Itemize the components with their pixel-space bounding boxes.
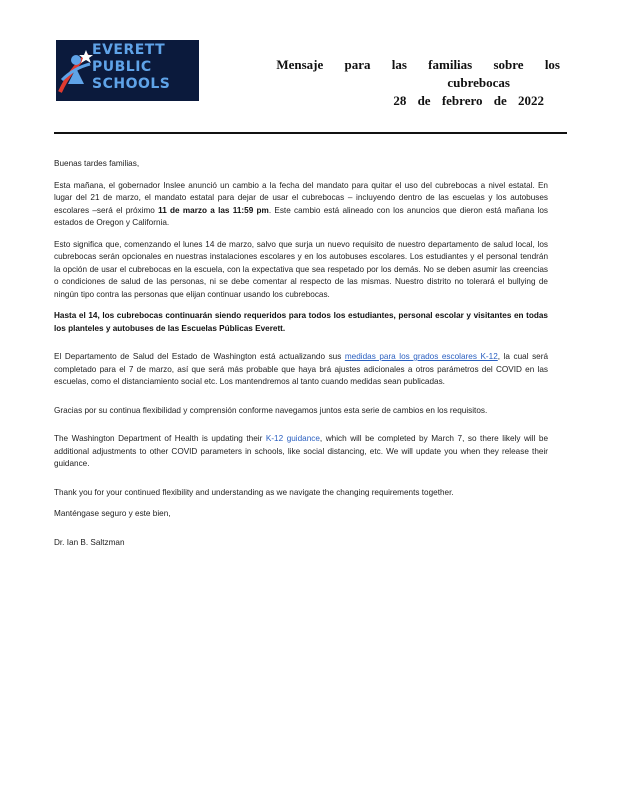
paragraph-text: Esta mañana, el gobernador Inslee anunció un cambio a la fecha del mandato para quitar el uso del cubrebocas a nivel estatal. En lugar del 21 de marzo, el mandato estatal para dejar de usar el cubrebocas – incluyendo dentro de las escuelas y los autobuses escolares –será el próximo	[54, 180, 548, 215]
header-title-cont: cubrebocas	[447, 75, 510, 90]
letter-header	[240, 56, 560, 110]
header-title: Mensaje para las familias sobre los	[276, 57, 560, 72]
paragraph-thanks-es: Gracias por su continua flexibilidad y comprensión conforme navegamos juntos esta serie de cambios en los requisitos.	[54, 405, 488, 415]
paragraph-text: , la cual será completado para el 7 de marzo, así que será más probable que haya brá ajustes adicionales a otros parámetros del COVID en las escuelas, como el distanciamiento social etc. Los mantendremos al tanto cuando medidas sean publicadas.	[54, 352, 548, 386]
greeting: Buenas tardes familias,	[54, 159, 140, 168]
district-logo	[56, 40, 199, 101]
paragraph-mandate-change	[54, 180, 548, 230]
k12-guidance-link-en[interactable]: K-12 guidance	[265, 434, 320, 443]
paragraph-doh-spanish	[54, 351, 548, 389]
header-divider	[54, 132, 567, 134]
paragraph-text: . Este cambio está alineado con los anuncios que dieron está mañana los estados de Oregon y California.	[54, 205, 548, 227]
paragraph-until-march-14	[54, 310, 548, 335]
paragraph-text: The Washington Department of Health is updating their	[54, 434, 263, 443]
logo-line: PUBLIC	[92, 59, 152, 75]
deadline-date: 11 de marzo a las 11:59 pm	[158, 205, 269, 215]
bold-notice: Hasta el 14, los cubrebocas continuarán siendo requeridos para todos los estudiantes, personal escolar y visitantes en todas los planteles y autobuses de las Escuelas Públicas Everett.	[54, 311, 548, 333]
closing: Manténgase seguro y este bien,	[54, 509, 171, 518]
paragraph-text: , which will be completed by March 7, so there likely will be additional adjustments to other COVID parameters in schools, like social distancing, etc. We will update you when they release their guidance.	[54, 434, 548, 468]
letter-body	[54, 158, 548, 558]
paragraph-text: El Departamento de Salud del Estado de Washington está actualizando sus	[54, 352, 342, 361]
paragraph-thanks-en: Thank you for your continued flexibility and understanding as we navigate the changing requirements together.	[54, 487, 454, 497]
logo-wordmark	[92, 42, 170, 93]
signature: Dr. Ian B. Saltzman	[54, 537, 125, 547]
k12-guidance-link-es[interactable]: medidas para los grados escolares K-12	[344, 352, 498, 361]
header-date: 28 de febrero de 2022	[393, 93, 544, 108]
paragraph-doh-english	[54, 433, 548, 471]
logo-line: EVERETT	[92, 42, 166, 58]
logo-line: SCHOOLS	[92, 76, 171, 92]
paragraph-optional-masks: Esto significa que, comenzando el lunes 14 de marzo, salvo que surja un nuevo requisito de nuestro departamento de salud local, los cubrebocas serán opcionales en nuestras instalaciones escolares y en los autobuses escolares. Los estudiantes y el personal tendrán la opción de usar el cubrebocas en la escuela, con la expectativa que sea respetado por los demás. No se deben asumir las creencias o condiciones de salud de las personas, ni se debe comentar al respecto de las mismas. Nuestro distrito no tolerará el bullying de ningún tipo contra las personas que elijan continuar usando los cubrebocas.	[54, 239, 548, 299]
